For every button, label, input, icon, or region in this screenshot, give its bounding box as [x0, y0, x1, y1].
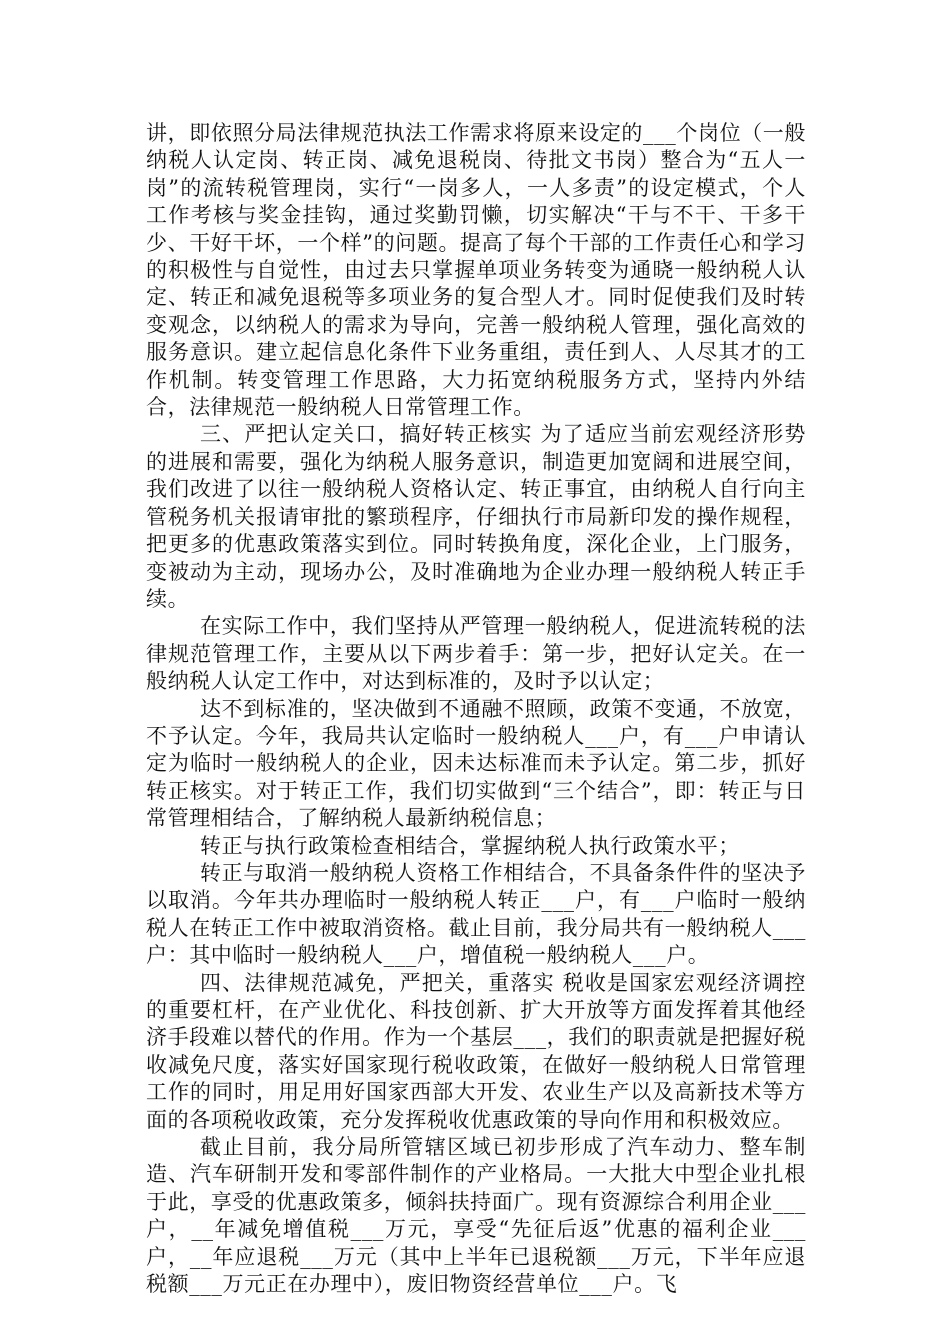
paragraph-4: 达不到标准的，坚决做到不通融不照顾，政策不变通，不放宽，不予认定。今年，我局共认定临时一般纳税人___户，有___户申请认定为临时一般纳税人的企业，因未达标准而未予认定。第二步，抓好转正核实。对于转正工作，我们切实做到“三个结合”，即：转正与日常管理相结合，了解纳税人最新纳税信息； — [146, 696, 806, 831]
paragraph-8: 截止目前，我分局所管辖区域已初步形成了汽车动力、整车制造、汽车研制开发和零部件制作的产业格局。一大批大中型企业扎根于此，享受的优惠政策多，倾斜扶持面广。现有资源综合利用企业___户，__年减免增值税___万元，享受“先征后返”优惠的福利企业___户，__年应退税___万元（其中上半年已退税额___万元，下半年应退税额___万元正在办理中），废旧物资经营单位___户。飞 — [146, 1135, 806, 1297]
paragraph-1: 讲，即依照分局法律规范执法工作需求将原来设定的___个岗位（一般纳税人认定岗、转正岗、减免退税岗、待批文书岗）整合为“五人一岗”的流转税管理岗，实行“一岗多人，一人多责”的设定模式，个人工作考核与奖金挂钩，通过奖勤罚懒，切实解决“干与不干、干多干少、干好干坏，一个样”的问题。提高了每个干部的工作责任心和学习的积极性与自觉性，由过去只掌握单项业务转变为通晓一般纳税人认定、转正和减免退税等多项业务的复合型人才。同时促使我们及时转变观念，以纳税人的需求为导向，完善一般纳税人管理，强化高效的服务意识。建立起信息化条件下业务重组，责任到人、人尽其才的工作机制。转变管理工作思路，大力拓宽纳税服务方式，坚持内外结合，法律规范一般纳税人日常管理工作。 — [146, 121, 806, 420]
paragraph-2-section-three: 三、严把认定关口，搞好转正核实 为了适应当前宏观经济形势的进展和需要，强化为纳税人服务意识，制造更加宽阔和进展空间，我们改进了以往一般纳税人资格认定、转正事宜，由纳税人自行向主管税务机关报请审批的繁琐程序，仔细执行市局新印发的操作规程，把更多的优惠政策落实到位。同时转换角度，深化企业，上门服务，变被动为主动，现场办公，及时准确地为企业办理一般纳税人转正手续。 — [146, 422, 806, 611]
paragraph-6: 转正与取消一般纳税人资格工作相结合，不具备条件件的坚决予以取消。今年共办理临时一般纳税人转正___户，有___户临时一般纳税人在转正工作中被取消资格。截止目前，我分局共有一般纳税人___户：其中临时一般纳税人___户，增值税一般纳税人___户。 — [146, 860, 806, 968]
document-page — [146, 120, 806, 1298]
paragraph-5: 转正与执行政策检查相结合，掌握纳税人执行政策水平； — [200, 833, 740, 858]
paragraph-7-section-four: 四、法律规范减免，严把关，重落实 税收是国家宏观经济调控的重要杠杆，在产业优化、科技创新、扩大开放等方面发挥着其他经济手段难以替代的作用。作为一个基层___，我们的职责就是把握好税收减免尺度，落实好国家现行税收政策，在做好一般纳税人日常管理工作的同时，用足用好国家西部大开发、农业生产以及高新技术等方面的各项税收政策，充分发挥税收优惠政策的导向作用和积极效应。 — [146, 970, 806, 1132]
paragraph-3: 在实际工作中，我们坚持从严管理一般纳税人，促进流转税的法律规范管理工作，主要从以下两步着手：第一步，把好认定关。在一般纳税人认定工作中，对达到标准的，及时予以认定； — [146, 614, 806, 694]
